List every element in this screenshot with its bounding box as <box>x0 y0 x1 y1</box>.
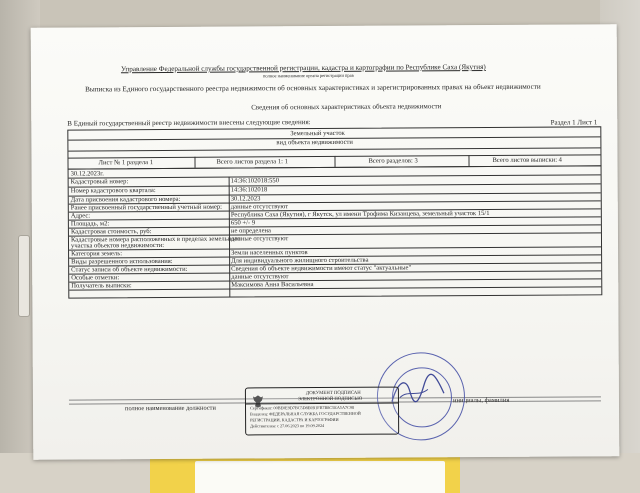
contained-objects-label-2: участка объектов недвижимости: <box>70 241 165 250</box>
land-category-label: Категория земель: <box>71 250 123 258</box>
signature-validity: Действителен: с 27.06.2023 по 19.09.2024 <box>250 423 325 429</box>
signature-certificate: Сертификат: 00BE0E9D7BC5D8E0B1FB7B8C5EA5A7C98 <box>249 404 355 411</box>
total-section-sheets: Всего листов раздела 1: 1 <box>216 158 288 166</box>
contained-objects-value: данные отсутствуют <box>230 235 289 243</box>
record-status-label: Статус записи об объекте недвижимости: <box>71 265 188 274</box>
signature-owner-2: РЕГИСТРАЦИИ, КАДАСТРА И КАРТОГРАФИИ <box>250 416 339 423</box>
agency-name: Управление Федеральной службы государственной регистрации, кадастра и картографии по Республике Саха (Якутия) <box>120 63 486 74</box>
document-title: Выписка из Единого государственного реестра недвижимости об основных характеристиках и зарегистрированных правах на объект недвижимости <box>85 82 541 94</box>
recipient-value: Максимова Анна Васильевна <box>231 281 314 289</box>
cadastral-number-value: 14:36:102018:550 <box>230 177 280 185</box>
section-sheet: Раздел 1 Лист 1 <box>550 118 598 127</box>
cadastral-value-label: Кадастровая стоимость, руб: <box>70 228 152 236</box>
cadastral-number-label: Кадастровый номер: <box>70 178 129 186</box>
quarter-number-value: 14:36:102018 <box>230 186 268 194</box>
intro-text: В Единый государственный реестр недвижимости внесены следующие сведения: <box>67 118 311 128</box>
permitted-use-value: Для индивидуального жилищного строительства <box>231 256 369 265</box>
permitted-use-label: Виды разрешенного использования: <box>71 257 173 266</box>
signature-line-1: ДОКУМЕНТ ПОДПИСАН <box>305 390 361 397</box>
total-sections: Всего разделов: 3 <box>368 157 418 165</box>
section-title: Сведения об основных характеристиках объекта недвижимости <box>251 102 442 112</box>
object-type-caption: вид объекта недвижимости <box>276 138 353 147</box>
sheet-number: Лист № 1 раздела 1 <box>98 159 154 167</box>
total-sheets: Всего листов выписки: 4 <box>492 156 562 164</box>
assignment-date-value: 30.12.2023 <box>230 195 261 203</box>
white-sheet-under <box>195 461 445 493</box>
land-category-value: Земли населенных пунктов <box>231 249 308 257</box>
extract-date: 30.12.2023г. <box>70 170 104 178</box>
agency-caption: полное наименование органа регистрации прав <box>262 72 354 79</box>
position-caption: полное наименование должности <box>124 404 216 413</box>
recipient-label: Получатель выписки: <box>71 282 132 290</box>
assignment-date-label: Дата присвоения кадастрового номера: <box>70 195 181 204</box>
address-label: Адрес: <box>70 212 91 220</box>
area-label: Площадь, м2: <box>70 220 110 228</box>
signature-line-2: ЭЛЕКТРОННОЙ ПОДПИСЬЮ <box>297 396 363 403</box>
record-status-value: Сведения об объекте недвижимости имеют статус "актуальные" <box>231 264 412 273</box>
document-page <box>31 24 620 460</box>
contained-objects-label-1: Кадастровые номера расположенных в пределах земельного <box>70 235 241 244</box>
binder-clip <box>18 235 30 317</box>
signature-owner: Владелец: ФЕДЕРАЛЬНАЯ СЛУЖБА ГОСУДАРСТВЕННОЙ <box>250 410 361 417</box>
object-type-table <box>67 126 601 169</box>
address-value: Республика Саха (Якутия), г Якутск, ул имени Трофима Кизанцева, земельный участок 15/1 <box>230 209 490 219</box>
characteristics-table <box>68 165 603 298</box>
name-caption: инициалы, фамилия <box>452 396 510 405</box>
cadastral-value-value: не определена <box>230 227 271 235</box>
special-notes-label: Особые отметки: <box>71 274 120 282</box>
previous-number-label: Ранее присвоенный государственный учетный номер: <box>70 203 223 212</box>
quarter-number-label: Номер кадастрового квартала: <box>70 187 156 195</box>
special-notes-value: данные отсутствуют <box>231 273 289 281</box>
object-type: Земельный участок <box>290 129 345 138</box>
previous-number-value: данные отсутствуют <box>230 203 289 211</box>
area-value: 650 +/- 9 <box>230 219 256 227</box>
electronic-signature-box <box>245 387 399 436</box>
